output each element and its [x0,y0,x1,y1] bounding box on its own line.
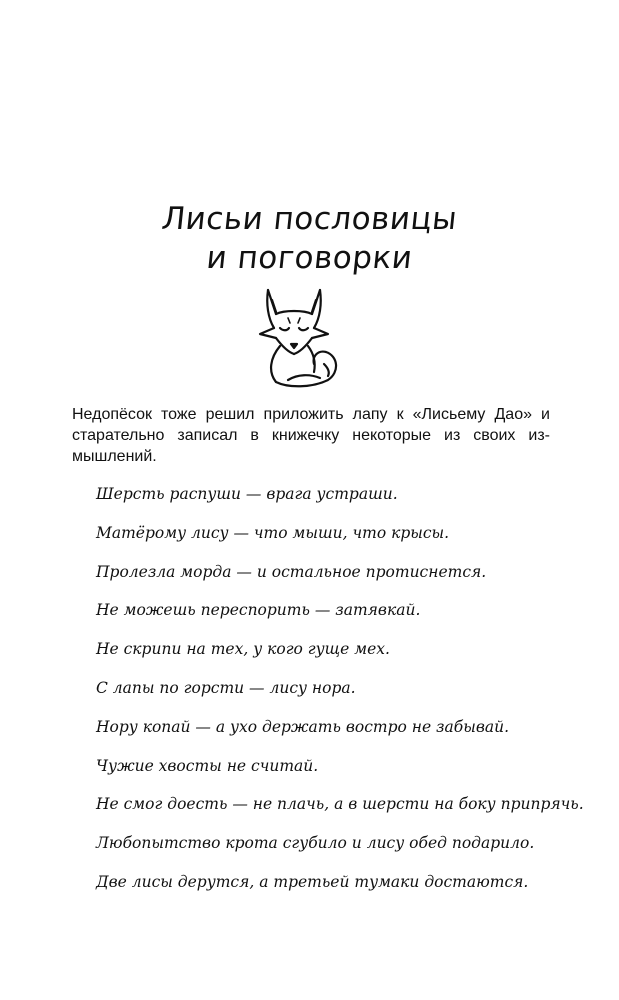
proverbs-list [96,484,584,911]
proverb-item: Две лисы дерутся, а третьей тумаки достаются. [96,872,529,891]
intro-paragraph: Недопёсок тоже решил приложить лапу к «Лисьему Дао» и старательно записал в книжечку некоторые из своих измышлений. [72,406,550,465]
proverb-item: С лапы по горсти — лису нора. [96,678,356,697]
proverb-item: Матёрому лису — что мыши, что крысы. [96,523,450,542]
fox-icon [254,284,342,392]
proverb-item: Нору копай — а ухо держать востро не забывай. [96,717,510,736]
chapter-title-line-2: и поговорки [204,240,415,276]
proverb-item: Не смог доесть — не плачь, а в шерсти на боку припрячь. [96,795,584,814]
proverb-item: Не можешь переспорить — затявкай. [96,601,421,620]
proverb-item: Чужие хвосты не считай. [96,756,319,775]
proverb-item: Пролезла морда — и остальное протиснется. [96,562,487,581]
chapter-title-line-1: Лисьи пословицы [159,201,460,237]
proverb-item: Шерсть распуши — врага устраши. [96,485,398,503]
proverb-item: Любопытство крота сгубило и лису обед подарило. [96,834,535,853]
proverb-item: Не скрипи на тех, у кого гуще мех. [96,640,390,659]
